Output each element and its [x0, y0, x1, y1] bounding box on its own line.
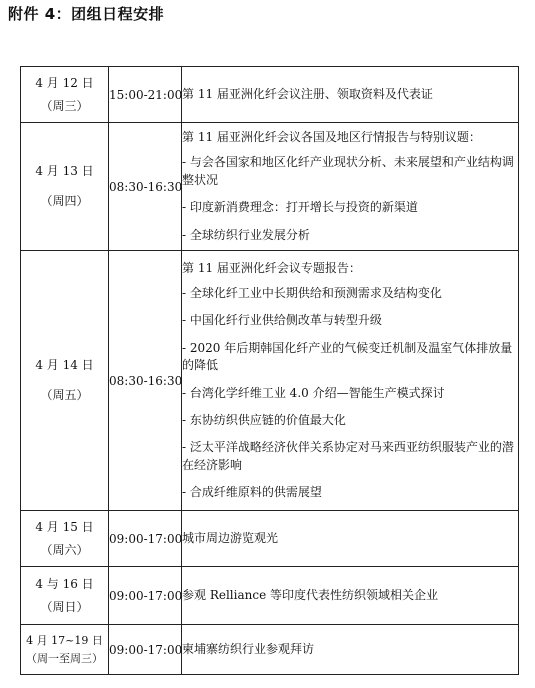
time-cell: 15:00-21:00 — [109, 67, 182, 123]
agenda-cell — [182, 251, 519, 511]
agenda-item: - 印度新消费理念：打开增长与投资的新渠道 — [182, 200, 418, 215]
agenda-item: - 泛太平洋战略经济伙伴关系协定对马来西亚纺织服装产业的潜在经济影响 — [182, 440, 514, 472]
time-cell: 08:30-16:30 — [109, 251, 182, 511]
agenda-item: - 台湾化学纤维工业 4.0 介绍—智能生产模式探讨 — [182, 385, 445, 400]
date-label: 4 月 17~19 日 — [26, 633, 103, 647]
date-cell — [21, 625, 109, 675]
date-cell — [21, 511, 109, 567]
agenda-item: - 全球纺织行业发展分析 — [182, 227, 310, 242]
agenda-cell — [182, 567, 519, 625]
agenda-title: 第 11 届亚洲化纤会议注册、领取资料及代表证 — [182, 86, 433, 101]
agenda-title: 参观 Relliance 等印度代表性纺织领域相关企业 — [182, 587, 438, 602]
agenda-cell — [182, 67, 519, 123]
schedule-table — [20, 66, 519, 675]
schedule-row — [21, 625, 519, 675]
weekday-label: （周四） — [40, 194, 89, 208]
time-cell: 09:00-17:00 — [109, 567, 182, 625]
date-cell — [21, 251, 109, 511]
agenda-cell — [182, 511, 519, 567]
agenda-item: - 东协纺织供应链的价值最大化 — [182, 412, 346, 427]
time-cell: 09:00-17:00 — [109, 511, 182, 567]
agenda-title: 城市周边游览观光 — [182, 530, 279, 545]
agenda-item: - 中国化纤行业供给侧改革与转型升级 — [182, 313, 382, 328]
date-cell — [21, 67, 109, 123]
date-label: 4 月 15 日 — [35, 519, 94, 534]
date-label: 4 与 16 日 — [35, 576, 94, 591]
date-cell — [21, 123, 109, 251]
schedule-row — [21, 123, 519, 251]
weekday-label: （周五） — [40, 388, 89, 402]
schedule-row — [21, 251, 519, 511]
date-cell — [21, 567, 109, 625]
weekday-label: （周六） — [40, 542, 89, 557]
weekday-label: （周三） — [40, 98, 89, 113]
agenda-item: - 全球化纤工业中长期供给和预测需求及结构变化 — [182, 285, 442, 300]
agenda-title: 柬埔寨纺织行业参观拜访 — [182, 641, 315, 656]
agenda-item: - 与会各国家和地区化纤产业现状分析、未来展望和产业结构调整状况 — [182, 155, 514, 187]
schedule-row — [21, 67, 519, 123]
agenda-item: - 2020 年后期韩国化纤产业的气候变迁机制及温室气体排放量的降低 — [182, 340, 513, 373]
weekday-label: （周日） — [40, 599, 89, 614]
time-cell: 08:30-16:30 — [109, 123, 182, 251]
agenda-cell — [182, 123, 519, 251]
agenda-title: 第 11 届亚洲化纤会议各国及地区行情报告与特别议题： — [182, 130, 481, 145]
weekday-label: （周一至周三） — [26, 652, 103, 665]
time-cell: 09:00-17:00 — [109, 625, 182, 675]
schedule-row — [21, 511, 519, 567]
date-label: 4 月 14 日 — [35, 358, 94, 373]
agenda-title: 第 11 届亚洲化纤会议专题报告： — [182, 260, 361, 275]
schedule-row — [21, 567, 519, 625]
agenda-cell — [182, 625, 519, 675]
date-label: 4 月 13 日 — [35, 164, 94, 179]
date-label: 4 月 12 日 — [35, 75, 94, 90]
agenda-item: - 合成纤维原料的供需展望 — [182, 485, 322, 500]
attachment-heading: 附件 4：团组日程安排 — [8, 5, 165, 23]
